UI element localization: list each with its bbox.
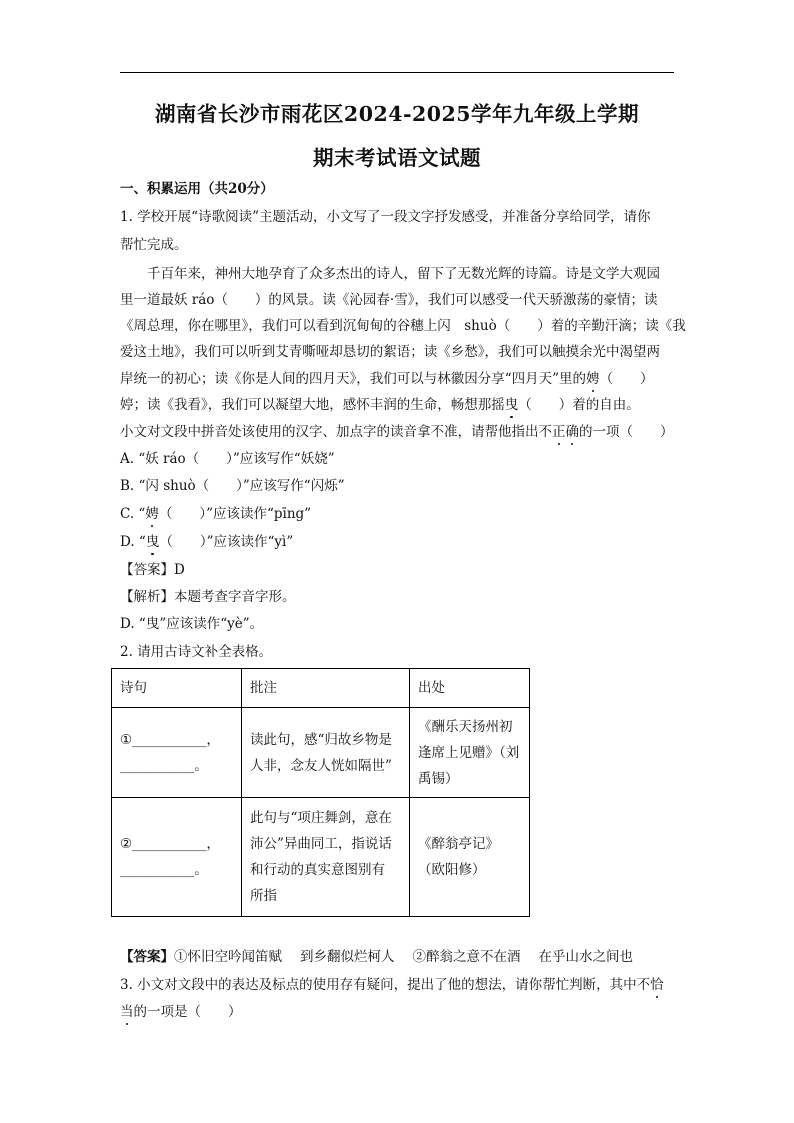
dotted-char: 恰 xyxy=(650,977,664,993)
note-line: 此句与“项庄舞剑，意在 xyxy=(250,810,392,826)
q2-answer-2b: 在乎山水之间也 xyxy=(538,949,633,965)
table-row xyxy=(112,798,530,917)
q1-passage-line-4: 爱这土地》，我们可以听到艾青嘶哑却恳切的絮语；读《乡愁》，我们可以触摸余光中渴望两 xyxy=(120,344,660,360)
q2-answer-2a: ②醉翁之意不在酒 xyxy=(412,949,521,965)
q1-option-c xyxy=(120,505,311,523)
q1-analysis: 【解析】本题考查字音字形。 xyxy=(120,589,296,605)
source-line: 逢席上见赠》（刘 xyxy=(418,744,520,761)
table-cell-source xyxy=(410,798,530,917)
q1-passage-line-3: 《周总理，你在哪里》，我们可以看到沉甸甸的谷穗上闪 shuò（ ）着的辛勤汗滴；读《我 xyxy=(120,318,686,334)
q1-option-d xyxy=(120,533,293,551)
q1-passage-line-5-text: 岸统一的初心；读《你是人间的四月天》，我们可以与林徽因分享“四月天”里的 xyxy=(120,371,587,387)
source-line: 禹锡） xyxy=(418,770,459,787)
q2-answer-1a: ①怀旧空吟闻笛赋 xyxy=(174,949,282,965)
dotted-char: 当 xyxy=(120,1004,134,1020)
q1-passage-line-2: 里一道最妖 ráo（ ）的风景。读《沁园春·雪》，我们可以感受一代天骄激荡的豪情；读 xyxy=(120,292,658,308)
dotted-char: 娉 xyxy=(145,506,159,522)
table-header-cell: 诗句 xyxy=(112,669,242,708)
q1-option-c-post: （ ）”应该读作“pīng” xyxy=(158,506,312,522)
q1-passage-line-6-b: （ ）着的自由。 xyxy=(518,397,640,413)
table-header-row xyxy=(112,669,530,708)
q2-answer-1b: 到乡翻似烂柯人 xyxy=(300,949,395,965)
q1-analysis-2: D. “曳”应该读作“yè”。 xyxy=(120,616,264,632)
q1-stem-b: 的一项（ ） xyxy=(579,424,674,440)
section-heading: 一、积累运用（共20分） xyxy=(120,181,274,197)
table-row xyxy=(112,708,530,798)
table-cell-blank xyxy=(112,798,242,917)
page-subtitle: 期末考试语文试题 xyxy=(313,146,481,170)
note-line: 所指 xyxy=(250,888,277,904)
q1-passage-line-6-a: 婷；读《我看》，我们可以凝望大地，感怀丰润的生命，畅想那摇 xyxy=(120,397,505,413)
q1-stem xyxy=(120,423,674,441)
q1-option-a: A. “妖 ráo（ ）”应该写作“妖娆” xyxy=(120,451,335,467)
q3-stem-text-2: 的一项是（ ） xyxy=(133,1004,242,1020)
table-cell-note xyxy=(242,798,410,917)
poem-table xyxy=(111,668,530,917)
note-line: 和行动的真实意图别有 xyxy=(250,862,385,878)
blank-line: ___________。 xyxy=(120,757,208,774)
q1-option-b: B. “闪 shuò（ ）”应该写作“闪烁” xyxy=(120,478,345,494)
note-line: 沛公”异曲同工，指说话 xyxy=(250,836,392,852)
q3-stem-text: 3. 小文对文段中的表达及标点的使用存有疑问，提出了他的想法，请你帮忙判断，其中不 xyxy=(120,977,651,993)
q2-stem: 2. 请用古诗文补全表格。 xyxy=(120,644,273,660)
table-header-cell: 批注 xyxy=(242,669,410,708)
dotted-char: 曳 xyxy=(145,534,160,550)
q1-passage-line-5-end: （ ） xyxy=(599,371,654,387)
note-line: 读此句，感“归故乡物是 xyxy=(250,731,392,748)
q3-stem-line-2 xyxy=(120,1003,242,1021)
table-cell-source xyxy=(410,708,530,798)
q1-stem-a: 小文对文段中拼音处该使用的汉字、加点字的读音拿不准，请帮他指出不 xyxy=(120,424,552,440)
q1-passage-line-6 xyxy=(120,396,640,414)
blank-line: ___________。 xyxy=(120,862,208,878)
q3-stem-line-1 xyxy=(120,976,664,994)
source-line: 《酬乐天扬州初 xyxy=(418,718,513,735)
source-line: 《醉翁亭记》 xyxy=(418,836,499,852)
q1-answer: 【答案】D xyxy=(120,562,185,578)
q2-answer xyxy=(120,948,633,966)
blank-line: ①___________， xyxy=(120,731,220,748)
q1-option-c-pre: C. “ xyxy=(120,506,146,522)
q1-intro-line-2: 帮忙完成。 xyxy=(120,237,188,253)
table-header-cell: 出处 xyxy=(410,669,530,708)
q1-intro-line-1: 1. 学校开展“诗歌阅读”主题活动，小文写了一段文字抒发感受，并准备分享给同学，请你 xyxy=(120,209,651,225)
table-cell-note xyxy=(242,708,410,798)
note-line: 人非，念友人恍如隔世” xyxy=(250,757,392,774)
q1-option-d-pre: D. “ xyxy=(120,534,146,550)
table-cell-blank xyxy=(112,708,242,798)
q1-passage-line-5 xyxy=(120,370,654,388)
header-rule xyxy=(120,72,674,73)
q1-passage-line-1: 千百年来，神州大地孕育了众多杰出的诗人，留下了无数光辉的诗篇。诗是文学大观园 xyxy=(147,266,660,282)
dotted-char: 正 xyxy=(552,424,566,440)
q1-option-d-post: （ ）”应该读作“yì” xyxy=(159,534,294,550)
q2-answer-label: 【答案】 xyxy=(120,949,174,965)
dotted-char: 确 xyxy=(565,424,579,440)
page-title: 湖南省长沙市雨花区2024-2025学年九年级上学期 xyxy=(154,102,640,126)
blank-line: ②___________， xyxy=(120,836,220,852)
dotted-char: 曳 xyxy=(504,397,519,413)
dotted-char: 娉 xyxy=(586,371,600,387)
source-line: （欧阳修） xyxy=(418,862,486,878)
